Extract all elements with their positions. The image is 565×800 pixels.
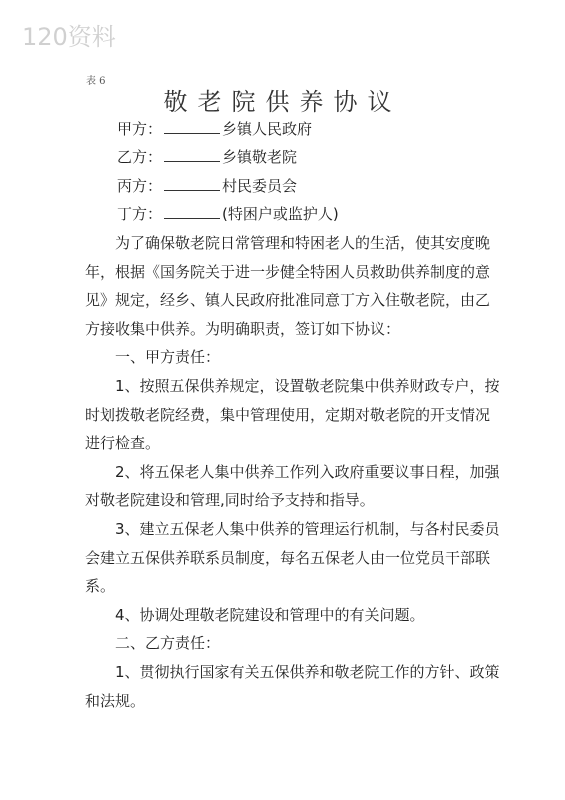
clause-paragraph: 1、按照五保供养规定，设置敬老院集中供养财政专户，按时划拨敬老院经费，集中管理使用，定期对敬老院的开支情况进行检查。 [85,376,500,453]
party-d-label: 丁方： [117,205,163,223]
section-heading-party-b: 二、乙方责任： [115,634,221,653]
party-d-blank [164,203,220,219]
party-b-label: 乙方： [117,148,163,166]
party-b-line [117,146,297,167]
party-c-label: 丙方： [117,177,163,195]
agreement-body [85,229,500,715]
table-number: 表 6 [86,76,106,87]
clause-paragraph: 3、建立五保老人集中供养的管理运行机制，与各村民委员会建立五保供养联系员制度，每名五保老人由一位党员干部联系。 [85,519,500,596]
clause-paragraph: 4、协调处理敬老院建设和管理中的有关问题。 [115,605,425,624]
party-c-blank [164,175,220,191]
party-a-name: 乡镇人民政府 [222,120,313,138]
party-a-line [117,118,312,139]
party-d-line [117,203,339,224]
section-heading-party-a: 一、甲方责任： [115,348,221,367]
party-b-name: 乡镇敬老院 [222,148,298,166]
party-c-line [117,175,297,196]
party-a-blank [164,118,220,134]
watermark-text: 120资料 [22,23,116,51]
intro-paragraph: 为了确保敬老院日常管理和特困老人的生活，使其安度晚年，根据《国务院关于进一步健全特困人员救助供养制度的意见》规定，经乡、镇人民政府批准同意丁方入住敬老院，由乙方接收集中供养。为明确职责，签订如下协议： [85,234,491,338]
party-a-label: 甲方： [117,120,163,138]
party-d-name: (特困户或监护人) [222,205,339,223]
party-b-blank [164,146,220,162]
document-title: 敬老院供养协议 [163,88,402,116]
clause-paragraph: 1、贯彻执行国家有关五保供养和敬老院工作的方针、政策和法规。 [85,662,500,710]
party-c-name: 村民委员会 [222,177,298,195]
clause-paragraph: 2、将五保老人集中供养工作列入政府重要议事日程，加强对敬老院建设和管理,同时给予支持和指导。 [85,462,500,510]
